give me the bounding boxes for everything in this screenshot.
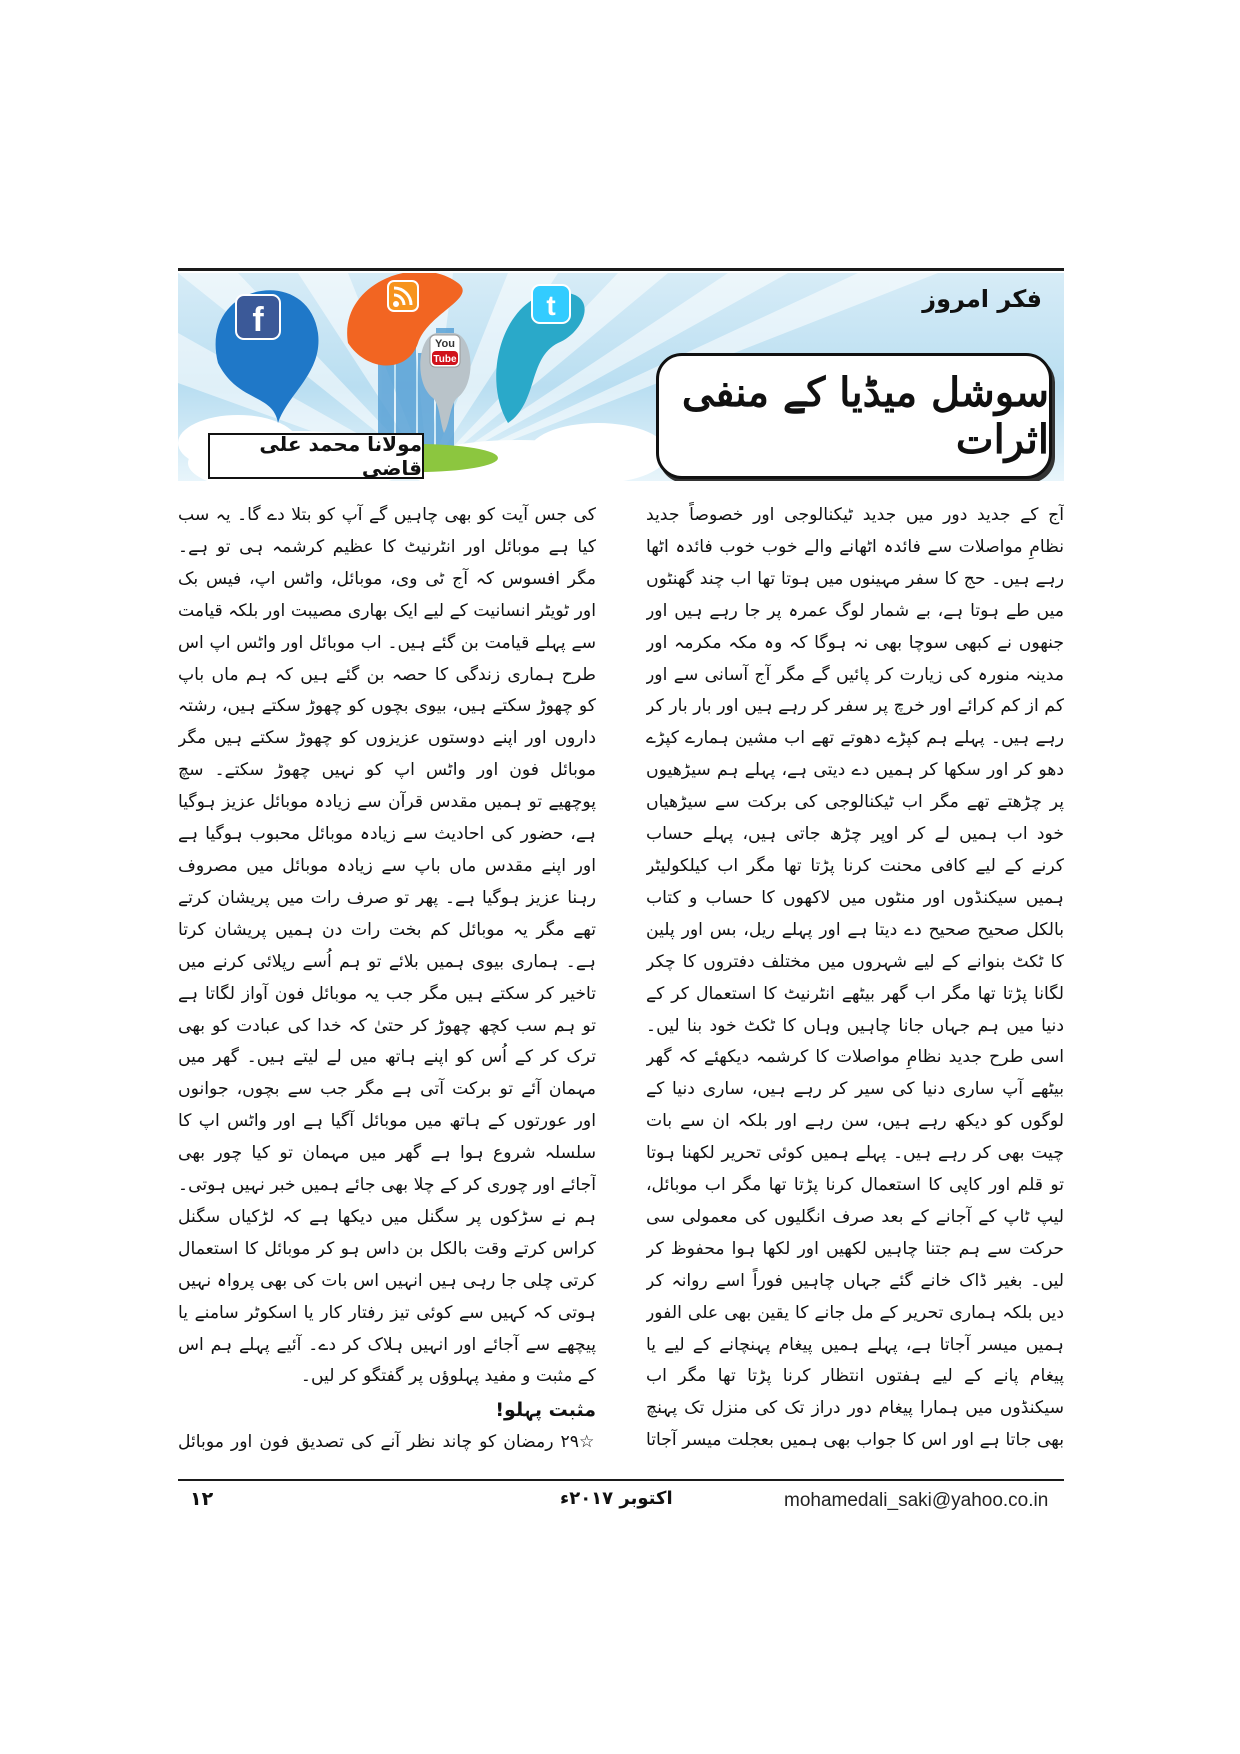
article-column-left xyxy=(178,500,596,1460)
svg-text:f: f xyxy=(252,301,264,339)
twitter-icon xyxy=(532,285,570,323)
author-box xyxy=(208,433,424,479)
svg-text:Tube: Tube xyxy=(433,354,457,365)
page-number: ۱۲ xyxy=(190,1488,214,1510)
header-banner xyxy=(178,273,1064,481)
rss-icon xyxy=(388,281,418,311)
article-title: سوشل میڈیا کے منفی اثرات xyxy=(681,369,1049,463)
section-subheading: مثبت پہلو! xyxy=(495,1399,596,1422)
title-box xyxy=(656,353,1052,479)
paragraph: آج کے جدید دور میں جدید ٹیکنالوجی اور خصوصاً جدید نظامِ مواصلات سے فائدہ اٹھانے والے خوب خوب فائدہ اٹھا رہے ہیں۔ حج کا سفر مہینوں میں ہوتا تھا اب چند گھنٹوں میں طے ہوتا ہے، بے شمار لوگ عمرہ پر جا رہے ہیں اور جنھوں نے کبھی سوچا بھی نہ ہوگا کہ وہ مکہ مکرمہ اور مدینہ منورہ کی زیارت کر پائیں گے مگر آج آسانی سے اور کم از کم کرائے اور خرچ پر سفر کر رہے ہیں اور بار بار کر رہے ہیں۔ پہلے ہم کپڑے دھوتے تھے اب مشین ہمارے کپڑے دھو کر اور سکھا کر ہمیں دے دیتی ہے، پہلے ہم سیڑھیوں پر چڑھتے تھے مگر اب ٹیکنالوجی کی برکت سے سیڑھیاں خود اب ہمیں لے کر اوپر چڑھ جاتی ہیں، پہلے حساب کرنے کے لیے کافی محنت کرنا پڑتا تھا مگر اب کیلکولیٹر ہمیں سیکنڈوں اور منٹوں میں لاکھوں کا حساب و کتاب بالکل صحیح صحیح دے دیتا ہے اور پہلے ریل، بس اور پلین کا ٹکٹ بنوانے کے لیے شہروں میں مختلف دفتروں کا چکر لگانا پڑتا تھا مگر اب گھر بیٹھے انٹرنیٹ کا استعمال کر کے دنیا میں ہم جہاں جانا چاہیں وہاں کا ٹکٹ خود بنا لیں۔ اسی طرح جدید نظامِ مواصلات کا کرشمہ دیکھئے کہ گھر بیٹھے آپ ساری دنیا کی سیر کر رہے ہیں، ساری دنیا کے لوگوں کو دیکھ رہے ہیں، سن رہے اور بلکہ ان سے بات چیت بھی کر رہے ہیں۔ پہلے ہمیں کوئی تحریر لکھنا ہوتا تو قلم اور کاپی کا استعمال کرنا پڑتا تھا مگر اب موبائل، لیپ ٹاپ کے آجانے کے بعد صرف انگلیوں کی معمولی سی حرکت سے ہم جتنا چاہیں لکھیں اور لکھا ہوا محفوظ کر لیں۔ بغیر ڈاک خانے گئے جہاں چاہیں فوراً اسے روانہ کر دیں بلکہ ہماری تحریر کے مل جانے کا یقین بھی علی الفور ہمیں میسر آجاتا ہے، پہلے ہمیں پیغام پہنچانے کے لیے یا پیغام پانے کے لیے ہفتوں انتظار کرنا پڑتا تھا مگر اب سیکنڈوں میں ہمارا پیغام دور دراز تک کی منزل تک پہنچ بھی جاتا ہے اور اس کا جواب بھی ہمیں بعجلت میسر آجاتا xyxy=(646,505,1064,1451)
footer-email: mohamedali_saki@yahoo.co.in xyxy=(784,1490,1049,1511)
paragraph: کی جس آیت کو بھی چاہیں گے آپ کو بتلا دے گا۔ یہ سب کیا ہے موبائل اور انٹرنیٹ کا عظیم کرشمہ ہی تو ہے۔ مگر افسوس کہ آج ٹی وی، موبائل، واٹس اپ، فیس بک اور ٹویٹر انسانیت کے لیے ایک بھاری مصیبت اور بلکہ قیامت سے پہلے قیامت بن گئے ہیں۔ اب موبائل اور واٹس اپ اس طرح ہماری زندگی کا حصہ بن گئے ہیں کہ ہم ماں باپ کو چھوڑ سکتے ہیں، بیوی بچوں کو چھوڑ سکتے ہیں، رشتہ داروں اور اپنے دوستوں عزیزوں کو چھوڑ سکتے ہیں مگر موبائل فون اور واٹس اپ کو نہیں چھوڑ سکتے۔ سچ پوچھیے تو ہمیں مقدس قرآن سے زیادہ موبائل عزیز ہوگیا ہے، حضور کی احادیث سے زیادہ موبائل محبوب ہوگیا ہے اور اپنے مقدس ماں باپ سے زیادہ موبائل میں مصروف رہنا عزیز ہوگیا ہے۔ پھر تو صرف رات میں پریشان کرتے تھے مگر یہ موبائل کم بخت رات دن ہمیں پریشان کرتا ہے۔ ہماری بیوی ہمیں بلائے تو ہم اُسے رپلائی کرنے میں تاخیر کر سکتے ہیں مگر جب یہ موبائل فون آواز لگاتا ہے تو ہم سب کچھ چھوڑ کر حتیٰ کہ خدا کی عبادت کو بھی ترک کر کے اُس کو اپنے ہاتھ میں لے لیتے ہیں۔ گھر میں مہمان آئے تو برکت آتی ہے مگر جب سے بچوں، جوانوں اور عورتوں کے ہاتھ میں موبائل آگیا ہے اور واٹس اپ کا سلسلہ شروع ہوا ہے گھر میں مہمان تو کیا چور بھی آجائے اور چوری کر کے چلا بھی جائے ہمیں خبر نہیں ہوتی۔ ہم نے سڑکوں پر سگنل میں دیکھا ہے کہ لڑکیاں سگنل کراس کرتے وقت بالکل بن داس ہو کر موبائل کا استعمال کرتی چلی جا رہی ہیں انہیں اس بات کی بھی پرواہ نہیں ہوتی کہ کہیں سے کوئی تیز رفتار کار یا اسکوٹر سامنے یا پیچھے سے آجائے اور انہیں ہلاک کر دے۔ آئیے پہلے ہم اس کے مثبت و مفید پہلوؤں پر گفتگو کر لیں۔ xyxy=(178,505,596,1387)
paragraph: ☆۲۹ رمضان کو چاند نظر آنے کی تصدیق فون اور موبائل xyxy=(178,1432,596,1453)
section-label: فکر امروز xyxy=(922,285,1042,313)
article-column-right xyxy=(646,500,1064,1460)
svg-text:t: t xyxy=(546,290,556,321)
svg-text:You: You xyxy=(435,338,455,350)
top-rule xyxy=(178,268,1064,271)
bottom-rule xyxy=(178,1479,1064,1481)
author-name: مولانا محمد علی قاضی xyxy=(259,432,422,480)
footer-date: اکتوبر ۲۰۱۷ء xyxy=(560,1488,673,1509)
article-body xyxy=(178,500,1064,1460)
facebook-icon xyxy=(236,295,280,339)
youtube-icon xyxy=(430,335,460,367)
